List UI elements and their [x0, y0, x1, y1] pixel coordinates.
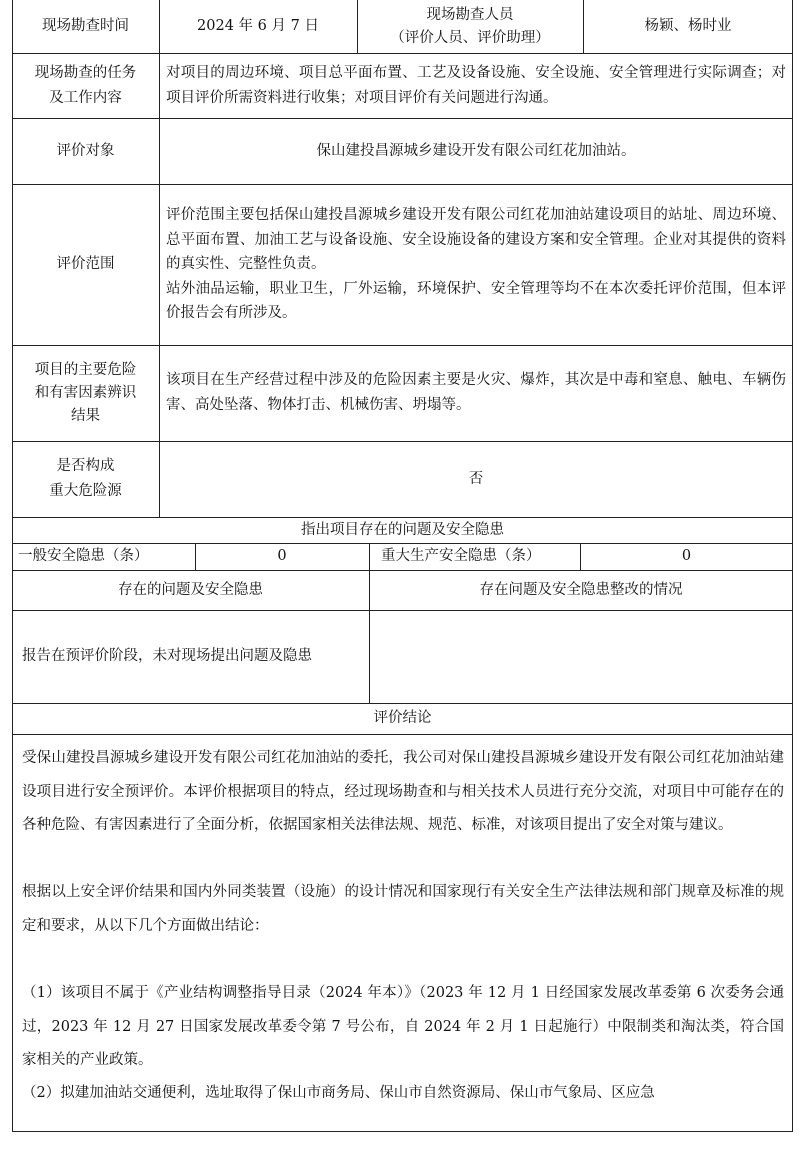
conclusion-paragraph-1: 受保山建投昌源城乡建设开发有限公司红花加油站的委托，我公司对保山建投昌源城乡建设开发有限公司红花加油站建设项目进行安全预评价。本评价根据项目的特点，经过现场勘查和与相关技术人员进行充分交流，对项目中可能存在的各种危险、有害因素进行了全面分析，依据国家相关法律法规、规范、标准，对该项目提出了安全对策与建议。: [22, 750, 784, 833]
major-safety-hazard-count: 0: [681, 548, 692, 564]
major-safety-hazard-label: 重大生产安全隐患（条）: [381, 548, 541, 564]
major-hazard-label-line2: 重大危险源: [49, 483, 122, 499]
task-label-line2: 及工作内容: [49, 89, 122, 106]
hazard-label-line1: 项目的主要危险: [34, 361, 137, 378]
hazard-label-line2: 和有害因素辨识: [34, 384, 137, 401]
evaluation-object-content: 保山建投昌源城乡建设开发有限公司红花加油站。: [316, 142, 636, 159]
evaluation-scope-para1: 评价范围主要包括保山建投昌源城乡建设开发有限公司红花加油站建设项目的站址、周边环境、总平面布置、加油工艺与设备设施、安全设施设备的建设方案和安全管理。企业对其提供的资料的真实性、完整性负责。: [166, 207, 786, 273]
survey-staff-names: 杨颖、杨时业: [644, 18, 732, 34]
evaluation-scope-content: [166, 184, 786, 345]
hazard-label-line3: 结果: [71, 407, 100, 424]
hazard-label: [12, 345, 159, 441]
rule: [12, 734, 793, 735]
issues-header: 指出项目存在的问题及安全隐患: [301, 521, 504, 538]
rectification-content: [369, 610, 793, 703]
conclusion-paragraph-2: 根据以上安全评价结果和国内外同类装置（设施）的设计情况和国家现行有关安全生产法律法规和部门规章及标准的规定和要求，从以下几个方面做出结论：: [22, 884, 784, 934]
issues-column-header: 存在的问题及安全隐患: [118, 581, 263, 598]
survey-staff-label: [357, 0, 583, 53]
rectification-column-header: 存在问题及安全隐患整改的情况: [479, 581, 683, 598]
conclusion-header: 评价结论: [373, 710, 432, 726]
conclusion-paragraph-3: （1）该项目不属于《产业结构调整指导目录（2024 年本）》（2023 年 12 月 1 日经国家发展改革委第 6 次委务会通过，2023 年 12 月 27 日国家发展改革委令第 7 号公布，自 2024 年 2 月 1 日起施行）中限制类和淘汰类，符合国家相关的产业政策。: [22, 985, 784, 1068]
task-label-line1: 现场勘查的任务: [34, 64, 137, 81]
issues-content: 报告在预评价阶段，未对现场提出问题及隐患: [22, 648, 312, 664]
survey-date: 2024 年 6 月 7 日: [197, 18, 319, 34]
general-hazard-label: 一般安全隐患（条）: [18, 548, 149, 564]
survey-staff-label-line1: 现场勘查人员: [426, 6, 514, 23]
survey-staff-label-line2: （评价人员、评价助理）: [390, 29, 550, 46]
major-hazard-value: 否: [468, 470, 484, 487]
major-hazard-label-line1: 是否构成: [56, 458, 115, 474]
major-hazard-label: [12, 441, 159, 517]
evaluation-scope-label: 评价范围: [56, 256, 115, 272]
task-content: 对项目的周边环境、项目总平面布置、工艺及设备设施、安全设施、安全管理进行实际调查；对项目评价所需资料进行收集；对项目评价有关问题进行沟通。: [166, 64, 786, 106]
survey-time-label: 现场勘查时间: [42, 18, 129, 34]
conclusion-paragraph-4: （2）拟建加油站交通便利，选址取得了保山市商务局、保山市自然资源局、保山市气象局、区应急: [22, 1085, 655, 1101]
evaluation-scope-para2: 站外油品运输，职业卫生，厂外运输，环境保护、安全管理等均不在本次委托评价范围，但本评价报告会有所涉及。: [166, 280, 786, 322]
hazard-content: 该项目在生产经营过程中涉及的危险因素主要是火灾、爆炸，其次是中毒和窒息、触电、车辆伤害、高处坠落、物体打击、机械伤害、坍塌等。: [166, 372, 786, 413]
rule: [159, 0, 160, 517]
general-hazard-count: 0: [277, 548, 287, 564]
evaluation-object-label: 评价对象: [56, 142, 115, 159]
task-label: [12, 53, 159, 118]
